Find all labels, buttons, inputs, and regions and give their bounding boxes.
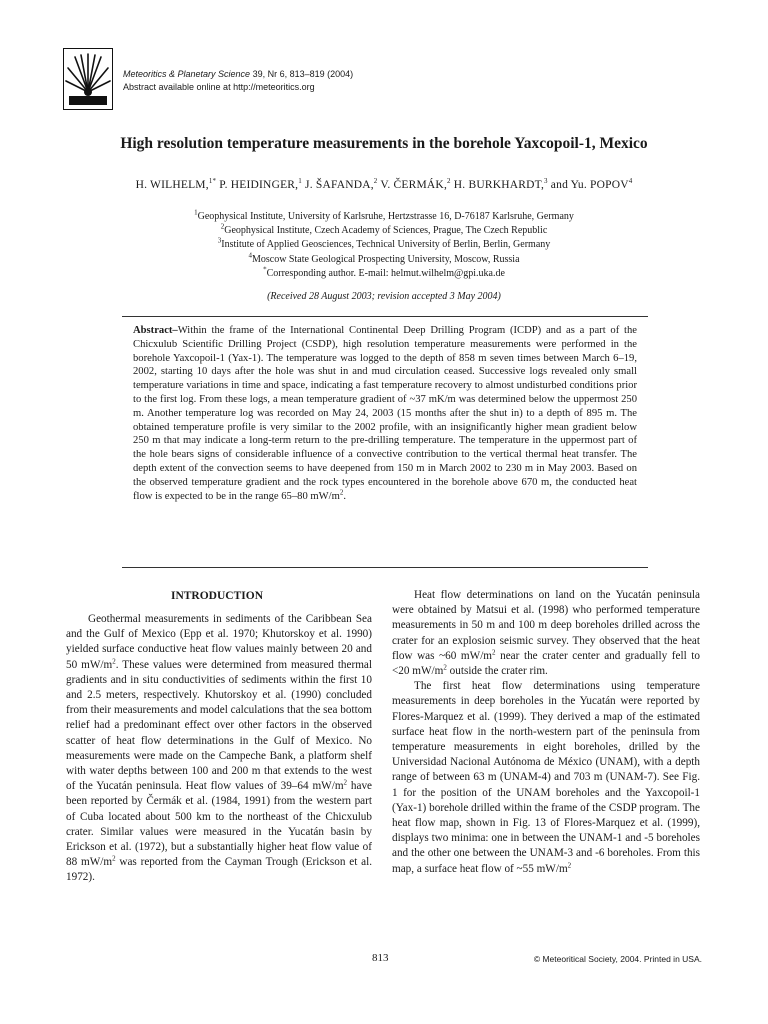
received-dates: (Received 28 August 2003; revision accepted 3 May 2004) (267, 291, 501, 302)
affiliation-2: $^2$Geophysical Institute, Czech Academy of Sciences, Prague, The Czech Republic (220, 222, 548, 236)
paragraph: Geothermal measurements in sediments of the Caribbean Sea and the Gulf of Mexico (Epp et al. 1970; Khutorskoy et al. 1990) yielded surface conductive heat flow values mainly between 20 and 50 $mW/m^2$. These values were determined from measured thermal gradients and in situ conductivities of sediments within the first 10 and 2.5 meters, respectively. Khutorskoy et al. (1990) concluded from their measurements and model calculations that the sea bottom relief had a predominant effect over other factors in the observed scatter of heat flow determinations in the Gulf of Mexico. No measurements were made on the Campeche Bank, a platform shelf with water depths between 100 and 200 m that extends to the west of the Yucatán peninsula. Heat flow values of 39–64 $mW/m^2$ have been reported by Čermák et al. (1984, 1991) from the western part of Cuba located about 500 km to the northeast of the Chicxulub crater. Similar values were measured in the Yucatán basin by Erickson et al. (1972), but a substantially higher heat flow value of 88 $mW/m^2$ was reported from the Cayman Trough (Erickson et al. 1972). (66, 613, 373, 884)
paragraph: Heat flow determinations on land on the Yucatán peninsula were obtained by Matsui et al. (1998) who performed temperature measurements in 50 m and 100 m deep boreholes drilled across the crater for an explosion seismic survey. They observed that the heat flow was ~60 $mW/m^2$ near the crater center and gradually fell to <20 $mW/m^2$ outside the crater rim. (392, 589, 700, 678)
abstract-top-rule (122, 316, 648, 317)
abstract (133, 324, 637, 503)
right-column (392, 588, 700, 877)
abstract-bottom-rule (122, 567, 648, 568)
abstract-label: Abstract– (133, 325, 178, 336)
author-list: H. WILHELM,$^{1*}$ P. HEIDINGER,$^1$ J. ŠAFANDA,$^2$ V. ČERMÁK,$^2$ H. BURKHARDT,$^3$ and Yu. POPOV$^4$ (135, 177, 633, 191)
affiliation-1: $^1$Geophysical Institute, University of Karlsruhe, Hertzstrasse 16, D-76187 Karlsruhe, Germany (194, 208, 574, 222)
page-number: 813 (372, 952, 389, 964)
affiliation-3: $^3$Institute of Applied Geosciences, Technical University of Berlin, Berlin, Germany (217, 236, 551, 250)
journal-header (123, 68, 353, 94)
abstract-online-note: Abstract available online at http://meteoritics.org (123, 82, 315, 92)
left-column (66, 612, 372, 886)
section-heading-introduction: INTRODUCTION (170, 590, 263, 602)
affiliation-4: $^4$Moscow State Geological Prospecting University, Moscow, Russia (248, 251, 520, 265)
copyright-notice: © Meteoritical Society, 2004. Printed in USA. (533, 954, 702, 964)
corresponding-author: *Corresponding author. E-mail: helmut.wilhelm@gpi.uka.de (263, 265, 505, 279)
abstract-text: Within the frame of the International Continental Deep Drilling Program (ICDP) and as a part of the Chicxulub Scientific Drilling Project (CSDP), high resolution temperature measurements were performed in the borehole Yaxcopoil-1 (Yax-1). The temperature was logged to the depth of 858 m seven times between March 6–19, 2002, starting 10 days after the hole was shut in and mud circulation ceased. Successive logs revealed only small temperature variations in time and space, indicating a fast temperature recovery to almost undisturbed conditions prior to the first log. From these logs, a mean temperature gradient of ~37 mK/m was determined below the uppermost 250 m. Another temperature log was recorded on May 24, 2003 (15 months after the shut in) to a depth of 895 m. The obtained temperature profile is very similar to the 2002 profile, with an insignificantly higher mean gradient below 250 m that may indicate a long-term return to the pre-drilling temperature. The temperature in the uppermost part of the hole bears signs of considerable influence of a convective contribution to the vertical thermal heat transfer. The depth extent of the convection seems to have deepened from 150 m in March 2002 to 230 m in May 2003. Based on the observed temperature gradient and the rock types encountered in the borehole above 670 m, the conducted heat flow is expected to be in the range 65–80 $mW/m^2$. (133, 325, 637, 502)
journal-reference: 39, Nr 6, 813–819 (2004) (250, 69, 354, 79)
journal-logo (63, 48, 113, 110)
paper-title: High resolution temperature measurements in the borehole Yaxcopoil-1, Mexico (120, 135, 648, 152)
paragraph: The first heat flow determinations using temperature measurements in deep boreholes in the Yucatán were reported by Flores-Marquez et al. (1999). They derived a map of the estimated surface heat flow in the north-western part of the peninsula from temperature measurements in eight boreholes, drilled by the Universidad Nacional Autónoma de México (UNAM), with a depth range of between 63 m (UNAM-4) and 703 m (UNAM-7). See Fig. 1 for the position of the UNAM boreholes and the Yaxcopoil-1 (Yax-1) borehole drilled within the frame of the CSDP program. The heat flow map, shown in Fig. 13 of Flores-Marquez et al. (1999), displays two minima: one in between the UNAM-1 and -5 boreholes and the other one between the UNAM-3 and -6 boreholes. From this map, a surface heat flow of ~55 $mW/m^2$ (392, 680, 700, 875)
journal-name: Meteoritics & Planetary Science (123, 69, 251, 79)
